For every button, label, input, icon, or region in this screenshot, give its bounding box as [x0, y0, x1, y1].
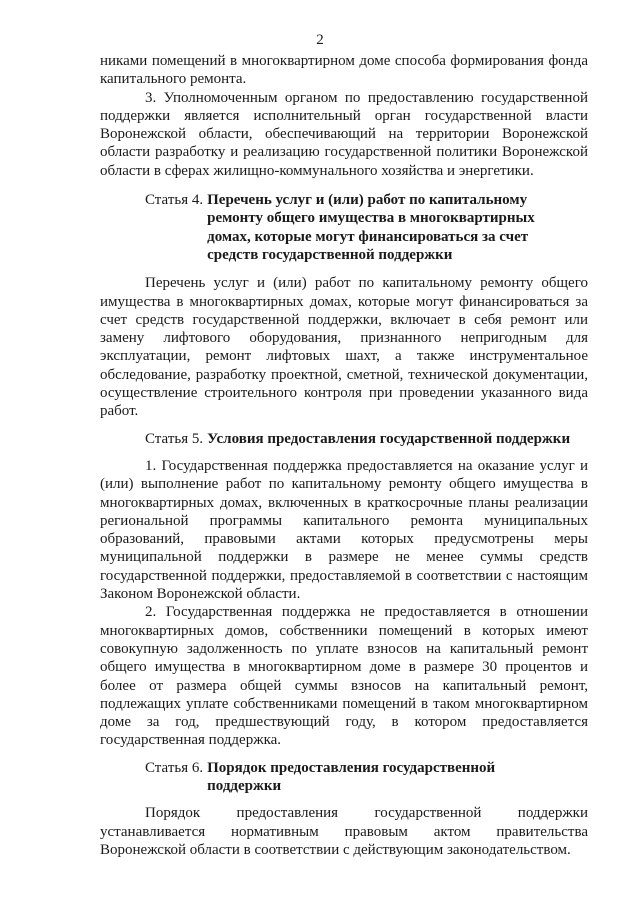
- page-number: 2: [316, 32, 324, 48]
- article-6-text: Порядок предоставления государственной поддержки устанавливается нормативным правовым актом правительства Воронежской области в соответствии с действующим законодательством.: [100, 805, 588, 858]
- document-body: [100, 52, 588, 859]
- article-4-text: Перечень услуг и (или) работ по капитальному ремонту общего имущества в многоквартирных домах, которые могут финансироваться за счет средств государственной поддержки, включает в себя ремонт или замену лифтового оборудования, признанного непригодным для эксплуатации, ремонт лифтовых шахт, а также инструментальное обследование, разработку проектной, сметной, технической документации, осуществление строительного контроля при проведении указанного вида работ.: [100, 275, 588, 420]
- article-4-heading: [100, 191, 588, 264]
- article-5-item-1: 1. Государственная поддержка предоставляется на оказание услуг и (или) выполнение работ по капитальному ремонту общего имущества в многоквартирных домах, включенных в краткосрочные планы реализации региональной программы капитального ремонта муниципальных образований, правовыми актами которых предусмотрены меры муниципальной поддержки в размере не менее суммы средств государственной поддержки, предоставляемой в соответствии с настоящим Законом Воронежской области.: [100, 457, 588, 603]
- article-6-heading: [100, 759, 588, 796]
- article-4-label: Статья 4.: [145, 192, 204, 209]
- article-5-title: Условия предоставления государственной поддержки: [207, 430, 571, 447]
- article-5-heading: [100, 430, 588, 448]
- article-6-label: Статья 6.: [145, 759, 204, 776]
- article-6-title: Порядок предоставления государственной поддержки: [207, 759, 496, 794]
- article-5-item-2: 2. Государственная поддержка не предоставляется в отношении многоквартирных домов, собственники помещений в которых имеют совокупную задолженность по уплате взносов на капитальный ремонт общего имущества в многоквартирном доме в размере 30 процентов и более от размера общей суммы взносов на капитальный ремонт, подлежащих уплате собственниками помещений в таком многоквартирном доме за год, предшествующий году, в котором предоставляется государственная поддержка.: [100, 604, 588, 749]
- paragraph-continuation: никами помещений в многоквартирном доме способа формирования фонда капитального ремонта.: [100, 53, 588, 88]
- paragraph-item-3: 3. Уполномоченным органом по предоставлению государственной поддержки является исполнительный орган государственной власти Воронежской области, обеспечивающий на территории Воронежской области разработку и реализацию государственной политики Воронежской области в сферах жилищно-коммунального хозяйства и энергетики.: [100, 89, 588, 179]
- article-5-label: Статья 5.: [145, 430, 204, 447]
- article-4-title: Перечень услуг и (или) работ по капитальному ремонту общего имущества в многоквартирных домах, которые могут финансироваться за счет средств государственной поддержки: [207, 192, 535, 263]
